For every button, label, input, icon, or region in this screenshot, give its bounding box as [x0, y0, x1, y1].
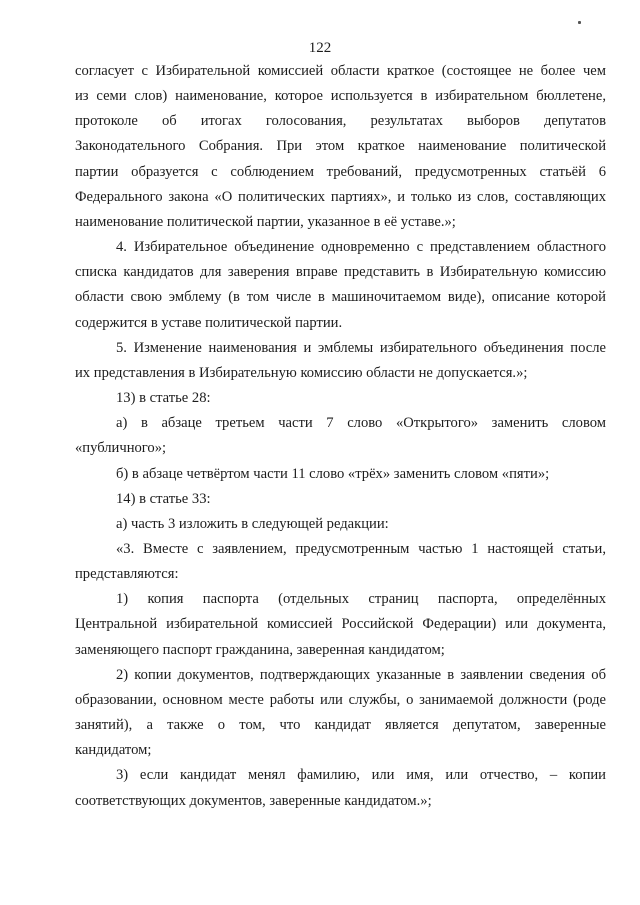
text-line: 13) в статье 28:	[116, 390, 211, 407]
text-line: а) часть 3 изложить в следующей редакции:	[116, 515, 389, 532]
page-number: 122	[308, 40, 332, 56]
text-line: «3. Вместе с заявлением, предусмотренным частью 1 настоящей статьи,	[116, 540, 606, 557]
text-line: Законодательного Собрания. При этом краткое наименование политической	[75, 138, 606, 155]
text-line: соответствующих документов, заверенные кандидатом.»;	[75, 792, 432, 809]
scan-speck	[578, 21, 581, 24]
document-body	[75, 59, 606, 814]
text-line: образовании, основном месте работы или службы, о занимаемой должности (роде	[75, 691, 606, 708]
text-line: 14) в статье 33:	[116, 490, 211, 507]
text-line: б) в абзаце четвёртом части 11 слово «трёх» заменить словом «пяти»;	[116, 465, 550, 482]
text-line: протоколе об итогах голосования, результатах выборов депутатов	[75, 113, 606, 130]
text-line: списка кандидатов для заверения вправе представить в Избирательную комиссию	[75, 264, 606, 281]
text-line: заменяющего паспорт гражданина, заверенная кандидатом;	[75, 641, 445, 658]
text-line: 5. Изменение наименования и эмблемы избирательного объединения после	[116, 339, 606, 356]
text-line: из семи слов) наименование, которое используется в избирательном бюллетене,	[75, 88, 606, 105]
text-line: 1) копия паспорта (отдельных страниц паспорта, определённых	[116, 591, 606, 608]
text-line: кандидатом;	[75, 742, 152, 759]
text-line: Федерального закона «О политических партиях», и только из слов, составляющих	[75, 188, 606, 205]
text-line: согласует с Избирательной комиссией области краткое (состоящее не более чем	[75, 63, 606, 79]
text-line: содержится в уставе политической партии.	[75, 314, 343, 331]
text-line: занятий), а также о том, что кандидат является депутатом, заверенные	[75, 717, 606, 734]
text-line: Центральной избирательной комиссией Российской Федерации) или документа,	[75, 616, 606, 633]
text-line: 3) если кандидат менял фамилию, или имя, или отчество, – копии	[116, 767, 606, 784]
text-line: области свою эмблему (в том числе в машиночитаемом виде), описание которой	[75, 289, 606, 306]
text-line: их представления в Избирательную комиссию области не допускается.»;	[75, 364, 528, 381]
text-line: наименование политической партии, указанное в её уставе.»;	[75, 213, 456, 230]
text-line: партии образуется с соблюдением требований, предусмотренных статьёй 6	[75, 163, 606, 180]
text-line: представляются:	[75, 566, 179, 583]
text-line: 4. Избирательное объединение одновременно с представлением областного	[116, 239, 606, 256]
text-line: 2) копии документов, подтверждающих указанные в заявлении сведения об	[116, 666, 606, 683]
text-line: а) в абзаце третьем части 7 слово «Открытого» заменить словом	[116, 415, 606, 432]
text-line: «публичного»;	[75, 440, 167, 457]
